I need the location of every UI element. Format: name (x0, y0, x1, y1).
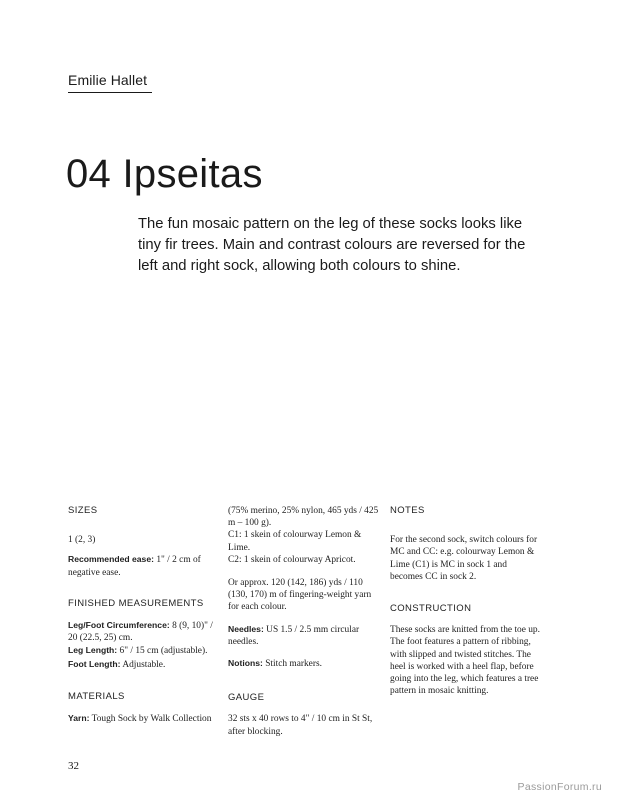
gauge-text: 32 sts x 40 rows to 4" / 10 cm in St St, after blocking. (228, 714, 373, 737)
leg-length (68, 644, 218, 657)
finished-measurements-heading: FINISHED MEASUREMENTS (68, 597, 204, 609)
yarn-alternative: Or approx. 120 (142, 186) yds / 110 (130, 170) m of fingering-weight yarn for each colour. (228, 578, 372, 613)
notes-text: For the second sock, switch colours for MC and CC: e.g. colourway Lemon & Lime (C1) is MC in sock 1 and becomes CC in sock 2. (390, 535, 538, 582)
notions (228, 657, 380, 670)
leg-length-label: Leg Length: (68, 645, 118, 656)
page-number: 32 (68, 760, 79, 772)
foot-length (68, 658, 218, 671)
yarn-continued: (75% merino, 25% nylon, 465 yds / 425 m – 100 g). (228, 506, 379, 529)
leg-length-text: 6" / 15 cm (adjustable). (117, 646, 208, 657)
needles-label: Needles: (228, 623, 264, 634)
colour-c2: C2: 1 skein of colourway Apricot. (228, 554, 356, 565)
notions-text: Stitch markers. (262, 659, 322, 670)
needles (228, 623, 380, 648)
yarn-text: Tough Sock by Walk Collection (89, 714, 212, 725)
column-left (68, 505, 218, 725)
yarn (68, 712, 218, 725)
notes-heading: NOTES (390, 505, 425, 516)
circumference-label: Leg/Foot Circumference: (68, 620, 170, 631)
ease-label: Recommended ease: (68, 554, 154, 565)
ease-text: 1" / 2 cm of negative ease. (68, 555, 201, 578)
recommended-ease (68, 553, 218, 578)
gauge-heading: GAUGE (228, 692, 265, 704)
foot-length-text: Adjustable. (120, 659, 166, 670)
circumference-text: 8 (9, 10)" / 20 (22.5, 25) cm. (68, 621, 213, 644)
construction-heading: CONSTRUCTION (390, 603, 472, 615)
sizes-values: 1 (2, 3) (68, 535, 96, 546)
construction-text: These socks are knitted from the toe up. The foot features a pattern of ribbing, with slipped and twisted stitches. The heel is worked with a heel flap, before going into the leg, which features a tree pattern in mosaic knitting. (390, 625, 540, 697)
author-underline (68, 92, 152, 93)
circumference (68, 619, 218, 644)
needles-text: US 1.5 / 2.5 mm circular needles. (228, 624, 360, 647)
notions-label: Notions: (228, 658, 263, 669)
colour-c1: C1: 1 skein of colourway Lemon & Lime. (228, 530, 362, 553)
yarn-label: Yarn: (68, 713, 90, 724)
column-right (390, 505, 540, 697)
column-middle (228, 505, 380, 738)
author-name: Emilie Hallet (68, 72, 148, 88)
foot-length-label: Foot Length: (68, 658, 121, 669)
watermark: PassionForum.ru (517, 781, 602, 793)
sizes-heading: SIZES (68, 505, 98, 516)
materials-heading: MATERIALS (68, 690, 125, 702)
intro-paragraph: The fun mosaic pattern on the leg of these socks looks like tiny fir trees. Main and contrast colours are reversed for the left and right sock, allowing both colours to shine. (138, 216, 526, 274)
pattern-title: 04 Ipseitas (66, 152, 263, 196)
